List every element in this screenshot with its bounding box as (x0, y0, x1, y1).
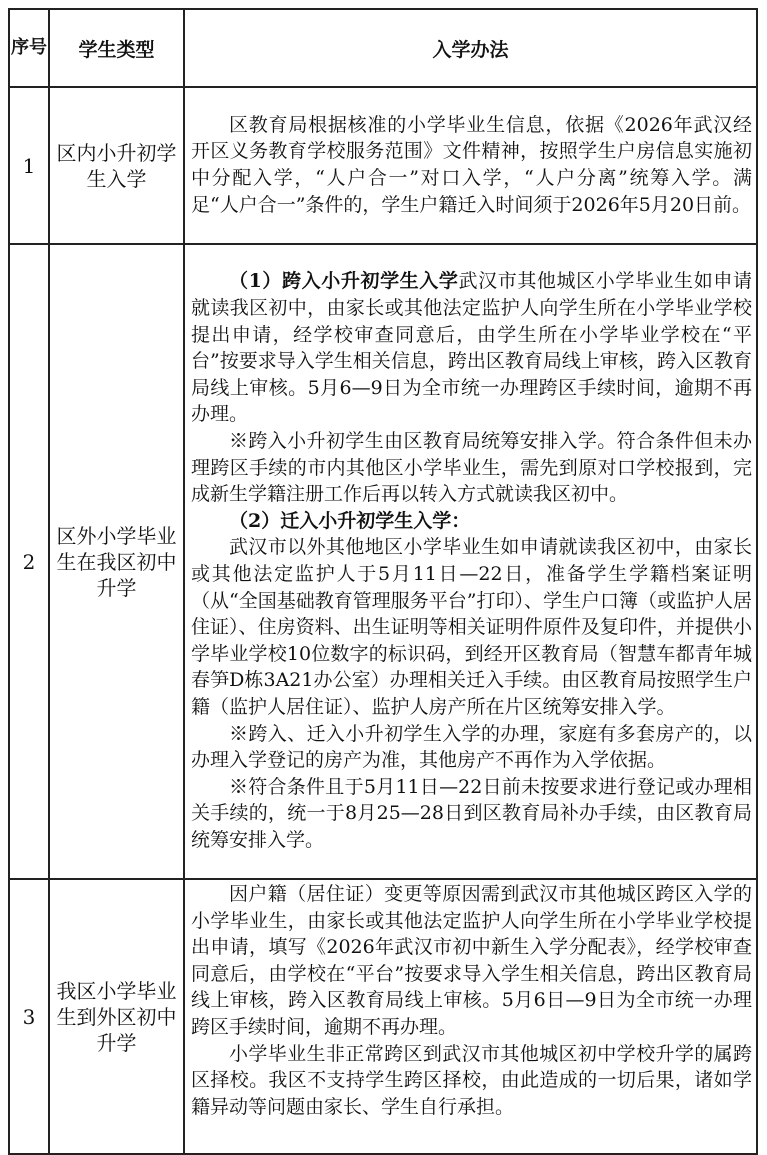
method-paragraph: 区教育局根据核准的小学毕业生信息，依据《2026年武汉经开区义务教育学校服务范围》文件精神，按照学生户房信息实施初中分配入学，“人户合一”对口入学，“人户分离”统筹入学。满足“人户合一”条件的，学生户籍迁入时间须于2026年5月20日前。 (191, 113, 752, 216)
row-number: 1 (9, 87, 49, 244)
method-paragraph: ※跨入小升初学生由区教育局统筹安排入学。符合条件但未办理跨区手续的市内其他区小学毕业生，需先到原对口学校报到，完成新生学籍注册工作后再以转入方式就读我区初中。 (191, 430, 752, 506)
enrollment-table (8, 8, 758, 1155)
student-type-cell: 区外小学毕业生在我区初中升学 (49, 244, 184, 879)
student-type-cell: 我区小学毕业生到外区初中升学 (49, 879, 184, 1154)
header-student-type: 学生类型 (49, 9, 184, 87)
section-heading-text: （2）迁入小升初学生入学： (229, 509, 471, 532)
header-seq: 序号 (9, 9, 49, 87)
method-cell (184, 87, 757, 244)
row-number: 3 (9, 879, 49, 1154)
paragraph-text: 武汉市其他城区小学毕业生如申请就读我区初中，由家长或其他法定监护人向学生所在小学毕业学校提出申请，经学校审查同意后，由学生所在小学毕业学校在“平台”按要求导入学生相关信息，跨出区教育局线上审核，跨入区教育局线上审核。5月6—9日为全市统一办理跨区手续时间，逾期不再办理。 (191, 270, 752, 426)
method-cell (184, 244, 757, 879)
method-paragraph: 武汉市以外其他地区小学毕业生如申请就读我区初中，由家长或其他法定监护人于5月11日—22日，准备学生学籍档案证明（从“全国基础教育管理服务平台”打印）、学生户口簿（或监护人居住证）、住房资料、出生证明等相关证明件原件及复印件，并提供小学毕业学校10位数字的标识码，到经开区教育局（智慧车都青年城春笋D栋3A21办公室）办理相关迁入手续。由区教育局按照学生户籍（监护人居住证）、监护人房产所在片区统筹安排入学。 (191, 536, 752, 718)
student-type-cell: 区内小升初学生入学 (49, 87, 184, 244)
table-row (9, 879, 757, 1154)
section-heading: （1）跨入小升初学生入学 (229, 270, 459, 293)
section-heading (191, 508, 752, 535)
method-cell (184, 879, 757, 1154)
header-method: 入学办法 (184, 9, 757, 87)
method-paragraph: 因户籍（居住证）变更等原因需到武汉市其他城区跨区入学的小学毕业生，由家长或其他法定监护人向学生所在小学毕业学校提出申请，填写《2026年武汉市初中新生入学分配表》，经学校审查同意后，由学校在“平台”按要求导入学生相关信息，跨出区教育局线上审核，跨入区教育局线上审核。5月6日—9日为全市统一办理跨区手续时间，逾期不再办理。 (191, 883, 752, 1038)
method-paragraph (191, 268, 752, 428)
method-paragraph: 小学毕业生非正常跨区到武汉市其他城区初中学校升学的属跨区择校。我区不支持学生跨区择校，由此造成的一切后果，诸如学籍异动等问题由家长、学生自行承担。 (191, 1042, 752, 1118)
table-row (9, 87, 757, 244)
header-row (9, 9, 757, 87)
table-row (9, 244, 757, 879)
method-paragraph: ※符合条件且于5月11日—22日前未按要求进行登记或办理相关手续的，统一于8月25—28日到区教育局补办手续，由区教育局统筹安排入学。 (191, 775, 752, 851)
row-number: 2 (9, 244, 49, 879)
method-paragraph: ※跨入、迁入小升初学生入学的办理，家庭有多套房产的，以办理入学登记的房产为准，其他房产不再作为入学依据。 (191, 722, 752, 772)
